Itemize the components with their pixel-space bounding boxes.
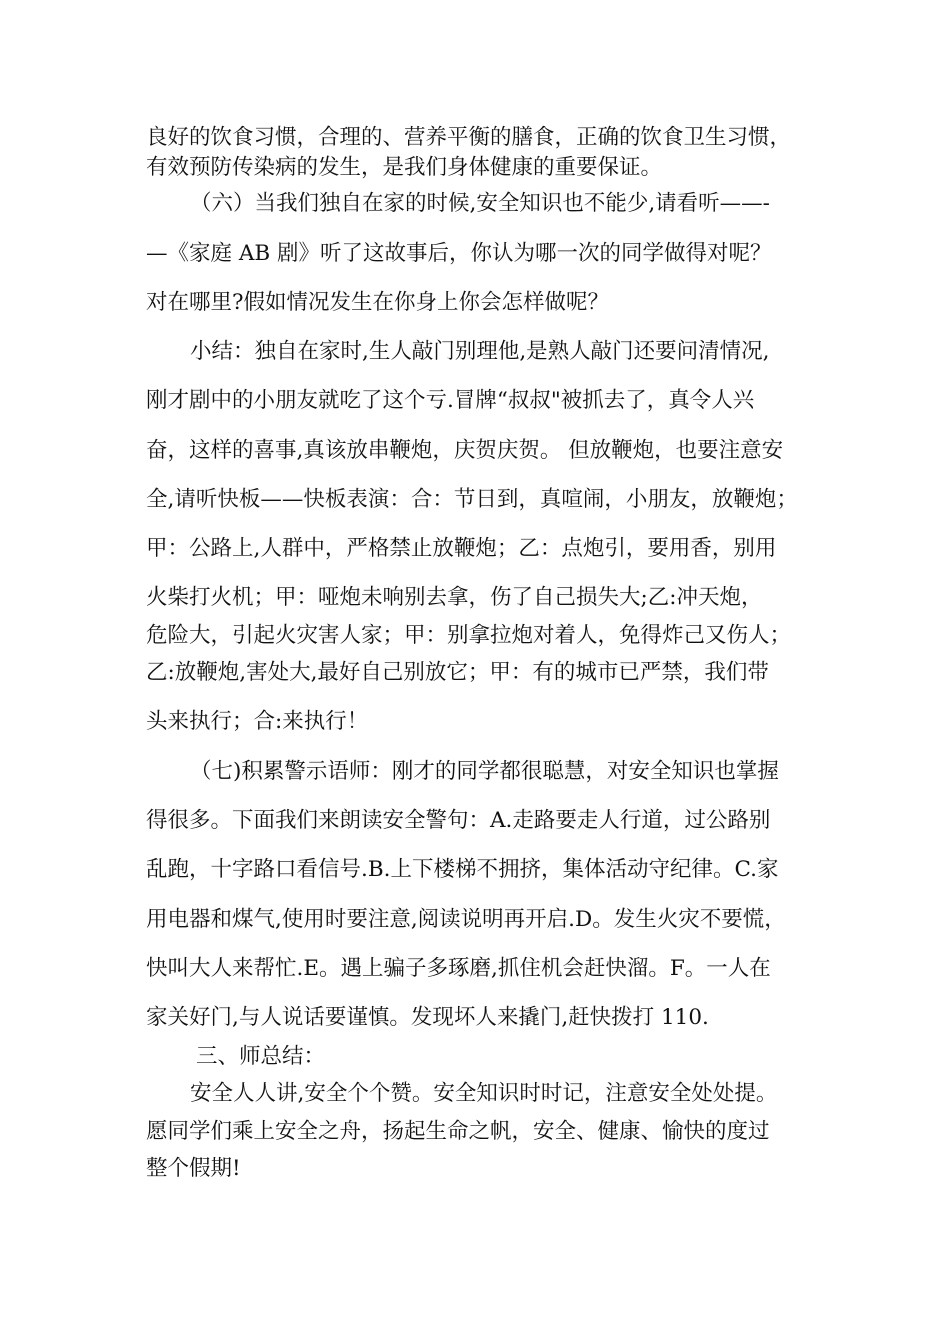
text-line: —《家庭 AB 剧》听了这故事后，你认为哪一次的同学做得对呢？ (146, 241, 772, 266)
text-line: 刚才剧中的小朋友就吃了这个亏.冒牌“叔叔"被抓去了，真令人兴 (146, 388, 755, 413)
text-line: （七)积累警示语师：刚才的同学都很聪慧，对安全知识也掌握 (190, 759, 779, 784)
text-line: 头来执行；合:来执行！ (146, 709, 369, 734)
text-line: 家关好门,与人说话要谨慎。发现坏人来撬门,赶快拨打 110. (146, 1005, 709, 1030)
text-line: 安全人人讲,安全个个赞。安全知识时时记，注意安全处处提。 (190, 1081, 778, 1106)
text-line: 奋，这样的喜事,真该放串鞭炮，庆贺庆贺。 但放鞭炮，也要注意安 (146, 438, 784, 463)
text-line: 全,请听快板——快板表演：合：节日到，真喧闹，小朋友，放鞭炮； (146, 487, 798, 512)
text-line: 乱跑，十字路口看信号.B.上下楼梯不拥挤，集体活动守纪律。C.家 (146, 857, 779, 882)
text-line: 三、师总结： (196, 1044, 326, 1069)
text-line: 得很多。下面我们来朗读安全警句：A.走路要走人行道，过公路别 (146, 808, 771, 833)
text-line: 整个假期! (146, 1156, 241, 1181)
text-line: 有效预防传染病的发生，是我们身体健康的重要保证。 (146, 155, 663, 180)
text-line: 乙:放鞭炮,害处大,最好自己别放它；甲：有的城市已严禁，我们带 (146, 660, 769, 685)
text-line: 对在哪里?假如情况发生在你身上你会怎样做呢？ (146, 290, 610, 315)
text-line: 甲：公路上,人群中，严格禁止放鞭炮；乙：点炮引，要用香，别用 (146, 536, 777, 561)
text-line: 良好的饮食习惯，合理的、营养平衡的膳食，正确的饮食卫生习惯， (146, 125, 792, 150)
text-line: 快叫大人来帮忙.E。遇上骗子多琢磨,抓住机会赶快溜。F。一人在 (146, 956, 771, 981)
text-line: （六）当我们独自在家的时候,安全知识也不能少,请看听——- (190, 191, 770, 216)
text-line: 愿同学们乘上安全之舟，扬起生命之帆，安全、健康、愉快的度过 (146, 1119, 770, 1144)
text-line: 用电器和煤气,使用时要注意,阅读说明再开启.D。发生火灾不要慌， (146, 907, 786, 932)
text-line: 危险大，引起火灾害人家；甲：别拿拉炮对着人，免得炸己又伤人； (146, 623, 792, 648)
text-line: 小结：独自在家时,生人敲门别理他,是熟人敲门还要问清情况, (190, 339, 770, 364)
text-line: 火柴打火机；甲：哑炮未响别去拿，伤了自己损失大;乙:冲天炮， (146, 585, 763, 610)
